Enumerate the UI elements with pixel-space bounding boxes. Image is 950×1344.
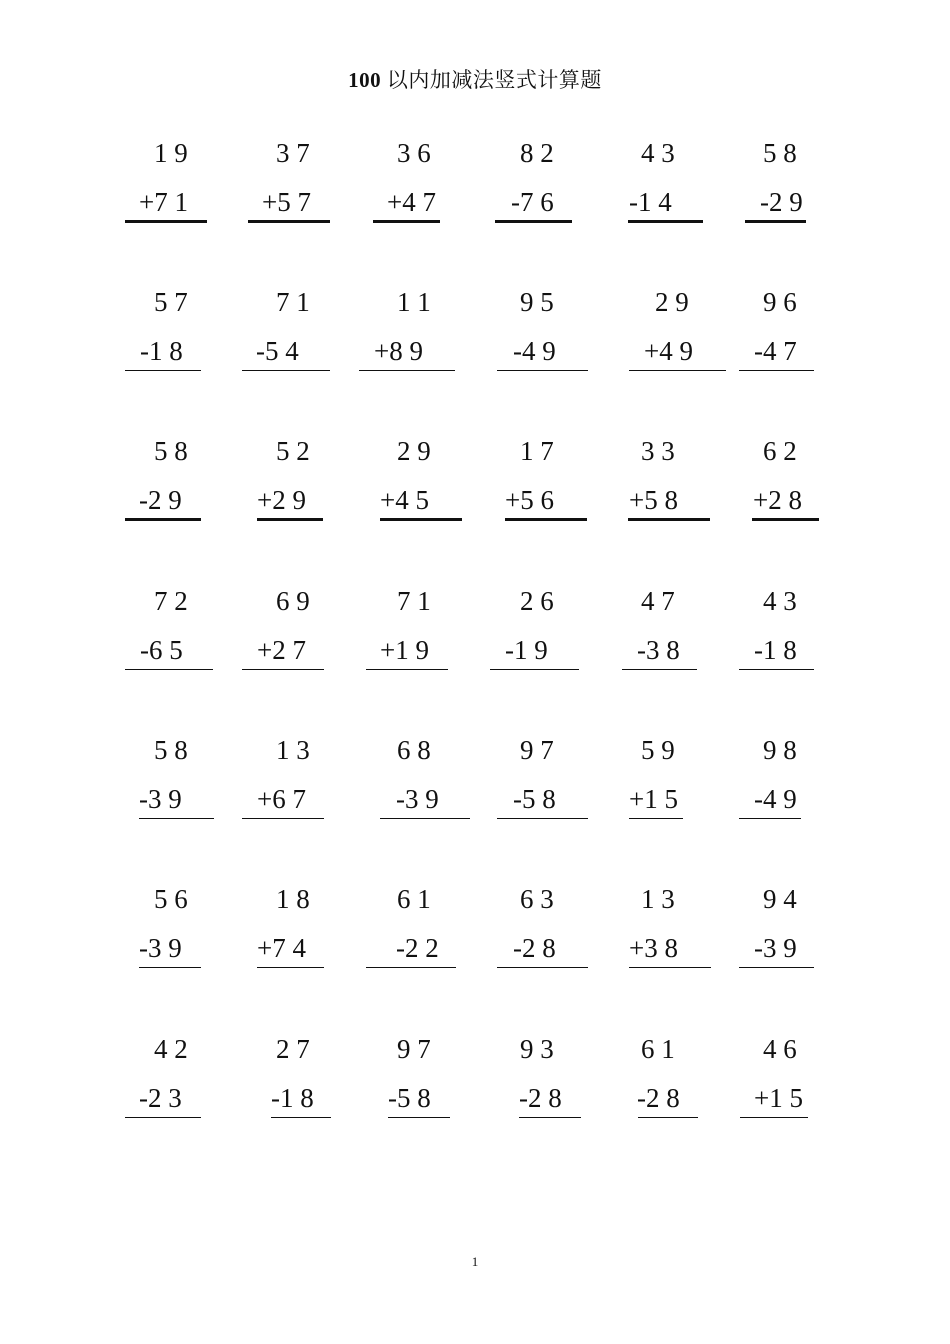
minuend: 5 2 [276, 436, 310, 466]
operand: -2 9 [760, 187, 803, 217]
operand: +1 9 [380, 635, 429, 665]
operand: -5 8 [513, 784, 556, 814]
operand: -2 9 [139, 485, 182, 515]
minuend: 7 2 [154, 586, 188, 616]
minuend: 6 3 [520, 884, 554, 914]
answer-line [752, 518, 819, 521]
minuend: 6 9 [276, 586, 310, 616]
operand: -4 9 [513, 336, 556, 366]
operand: -2 8 [513, 933, 556, 963]
operand: -3 9 [396, 784, 439, 814]
minuend: 2 9 [397, 436, 431, 466]
minuend: 9 7 [397, 1034, 431, 1064]
operand: -6 5 [140, 635, 183, 665]
operand: -3 9 [754, 933, 797, 963]
minuend: 2 7 [276, 1034, 310, 1064]
minuend: 4 3 [641, 138, 675, 168]
minuend: 9 4 [763, 884, 797, 914]
minuend: 9 5 [520, 287, 554, 317]
minuend: 5 8 [763, 138, 797, 168]
title-number: 100 [348, 68, 382, 92]
operand: -2 8 [519, 1083, 562, 1113]
minuend: 9 8 [763, 735, 797, 765]
operand: -2 3 [139, 1083, 182, 1113]
operand: -4 7 [754, 336, 797, 366]
minuend: 6 1 [397, 884, 431, 914]
operand: -1 9 [505, 635, 548, 665]
minuend: 6 1 [641, 1034, 675, 1064]
problem [0, 735, 950, 835]
problem [0, 287, 950, 387]
minuend: 2 6 [520, 586, 554, 616]
operand: +7 4 [257, 933, 306, 963]
minuend: 7 1 [397, 586, 431, 616]
minuend: 5 8 [154, 735, 188, 765]
minuend: 6 2 [763, 436, 797, 466]
answer-line [739, 370, 814, 371]
operand: -3 8 [637, 635, 680, 665]
minuend: 9 3 [520, 1034, 554, 1064]
minuend: 2 9 [655, 287, 689, 317]
minuend: 6 8 [397, 735, 431, 765]
minuend: 1 8 [276, 884, 310, 914]
operand: +4 7 [387, 187, 436, 217]
minuend: 1 9 [154, 138, 188, 168]
problem [0, 884, 950, 984]
operand: +1 5 [754, 1083, 803, 1113]
problem [0, 436, 950, 536]
operand: +1 5 [629, 784, 678, 814]
page-title [0, 64, 950, 94]
answer-line [739, 967, 814, 968]
minuend: 7 1 [276, 287, 310, 317]
minuend: 4 7 [641, 586, 675, 616]
page-number: 1 [471, 1254, 479, 1269]
operand: +5 6 [505, 485, 554, 515]
minuend: 4 2 [154, 1034, 188, 1064]
operand: -4 9 [754, 784, 797, 814]
operand: +4 5 [380, 485, 429, 515]
minuend: 9 7 [520, 735, 554, 765]
minuend: 5 9 [641, 735, 675, 765]
problem [0, 1034, 950, 1134]
operand: -7 6 [511, 187, 554, 217]
operand: -5 8 [388, 1083, 431, 1113]
problem [0, 138, 950, 238]
answer-line [740, 1117, 808, 1118]
minuend: 1 3 [641, 884, 675, 914]
minuend: 5 8 [154, 436, 188, 466]
operand: -1 8 [271, 1083, 314, 1113]
operand: -2 2 [396, 933, 439, 963]
problem [0, 586, 950, 686]
answer-line [739, 818, 801, 819]
minuend: 1 1 [397, 287, 431, 317]
minuend: 1 7 [520, 436, 554, 466]
minuend: 4 6 [763, 1034, 797, 1064]
minuend: 9 6 [763, 287, 797, 317]
title-text: 以内加减法竖式计算题 [386, 68, 602, 92]
minuend: 3 3 [641, 436, 675, 466]
operand: -3 9 [139, 784, 182, 814]
minuend: 3 6 [397, 138, 431, 168]
minuend: 5 7 [154, 287, 188, 317]
minuend: 3 7 [276, 138, 310, 168]
operand: +7 1 [139, 187, 188, 217]
operand: +8 9 [374, 336, 423, 366]
minuend: 5 6 [154, 884, 188, 914]
operand: +6 7 [257, 784, 306, 814]
operand: -2 8 [637, 1083, 680, 1113]
operand: -1 8 [754, 635, 797, 665]
minuend: 1 3 [276, 735, 310, 765]
minuend: 8 2 [520, 138, 554, 168]
operand: +5 7 [262, 187, 311, 217]
answer-line [745, 220, 806, 223]
operand: +2 9 [257, 485, 306, 515]
answer-line [739, 669, 814, 670]
operand: +4 9 [644, 336, 693, 366]
operand: -3 9 [139, 933, 182, 963]
operand: +2 8 [753, 485, 802, 515]
operand: +3 8 [629, 933, 678, 963]
operand: -5 4 [256, 336, 299, 366]
minuend: 4 3 [763, 586, 797, 616]
operand: -1 4 [629, 187, 672, 217]
operand: +2 7 [257, 635, 306, 665]
operand: +5 8 [629, 485, 678, 515]
operand: -1 8 [140, 336, 183, 366]
